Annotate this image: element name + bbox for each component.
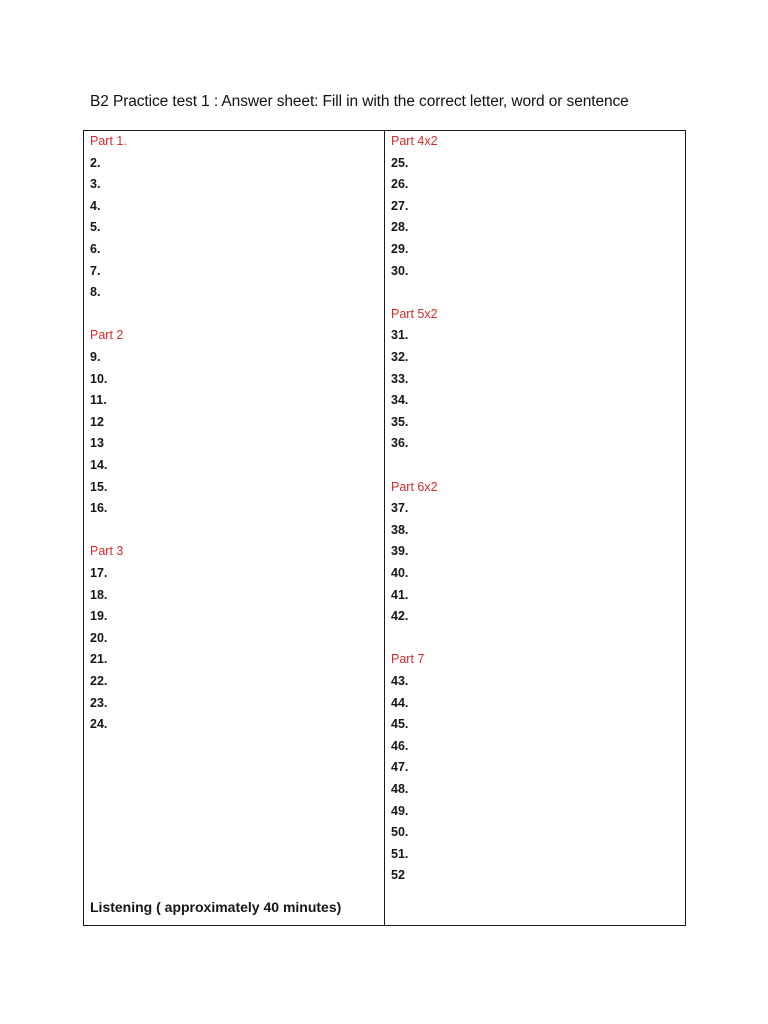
answer-line: 16. <box>90 501 108 516</box>
answer-table <box>83 130 686 926</box>
answer-line: 25. <box>391 155 409 170</box>
answer-line: 50. <box>391 825 409 840</box>
part-heading: Part 1. <box>90 134 127 148</box>
listening-note: Listening ( approximately 40 minutes) <box>90 899 342 915</box>
answer-line: 18. <box>90 587 108 602</box>
answer-line: 7. <box>90 263 101 278</box>
answer-line: 28. <box>391 220 409 235</box>
answer-line: 33. <box>391 371 409 386</box>
answer-line: 30. <box>391 263 409 278</box>
answer-line: 37. <box>391 501 409 516</box>
answer-line: 14. <box>90 458 108 472</box>
answer-line: 52 <box>391 868 405 883</box>
answer-line: 39. <box>391 544 409 559</box>
answer-line: 36. <box>391 436 409 451</box>
answer-line: 15. <box>90 479 108 494</box>
answer-line: 41. <box>391 587 409 602</box>
answer-line: 24. <box>90 717 108 732</box>
answer-line: 20. <box>90 630 108 645</box>
page-title: B2 Practice test 1 : Answer sheet: Fill in with the correct letter, word or sentence <box>90 93 629 110</box>
part-heading: Part 3 <box>90 544 124 559</box>
answer-line: 27. <box>391 198 409 213</box>
answer-line: 48. <box>391 782 409 796</box>
answer-line: 10. <box>90 371 108 386</box>
answer-line: 21. <box>90 652 108 667</box>
part-heading: Part 7 <box>391 652 425 667</box>
answer-line: 13 <box>90 436 104 451</box>
answer-line: 2. <box>90 155 101 170</box>
answer-line: 8. <box>90 285 101 300</box>
answer-line: 9. <box>90 350 101 364</box>
answer-line: 31. <box>391 328 409 343</box>
answer-line: 11. <box>90 393 107 408</box>
answer-line: 42. <box>391 609 409 624</box>
answer-line: 44. <box>391 695 409 710</box>
column-divider <box>384 131 385 925</box>
part-heading: Part 2 <box>90 328 124 343</box>
part-heading: Part 5x2 <box>391 306 438 321</box>
answer-line: 38. <box>391 522 409 537</box>
answer-line: 26. <box>391 177 409 192</box>
answer-line: 40. <box>391 566 409 580</box>
answer-line: 34. <box>391 393 409 408</box>
answer-line: 45. <box>391 717 409 732</box>
answer-line: 49. <box>391 803 409 818</box>
answer-line: 35. <box>391 414 409 429</box>
part-heading: Part 4x2 <box>391 134 438 148</box>
answer-line: 47. <box>391 760 409 775</box>
part-heading: Part 6x2 <box>391 479 438 494</box>
answer-line: 23. <box>90 695 108 710</box>
answer-line: 5. <box>90 220 101 235</box>
answer-line: 17. <box>90 566 108 580</box>
answer-line: 4. <box>90 198 101 213</box>
answer-line: 12 <box>90 414 104 429</box>
answer-line: 32. <box>391 350 409 364</box>
answer-line: 46. <box>391 738 409 753</box>
answer-line: 6. <box>90 242 101 256</box>
answer-line: 3. <box>90 177 101 192</box>
answer-line: 51. <box>391 846 409 861</box>
answer-line: 19. <box>90 609 108 624</box>
answer-line: 22. <box>90 674 108 688</box>
answer-line: 29. <box>391 242 409 256</box>
answer-line: 43. <box>391 674 409 688</box>
